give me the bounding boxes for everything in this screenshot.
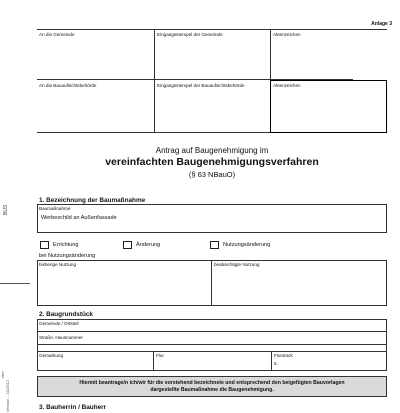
title-legal-reference: (§ 63 NBauO)	[188, 170, 236, 179]
form-title: vereinfachten Baugenehmigungsverfahren	[105, 156, 319, 168]
margin-rule	[0, 283, 30, 284]
street-label: Straße, Hausnummer	[39, 335, 83, 340]
title-line-1: Antrag auf Baugenehmigung im	[155, 146, 269, 155]
property-table	[37, 319, 387, 371]
municipality-label: Gemeinde / Ortsteil	[39, 321, 79, 326]
previous-use-label: bisherige Nutzung	[39, 262, 77, 267]
stamp-gemeinde-label: Eingangsstempel der Gemeinde	[157, 32, 223, 37]
appendix-label: Anlage 3	[371, 21, 392, 27]
intended-use-label: beabsichtigte Nutzung	[214, 262, 260, 267]
construction-measure-label: Baumaßnahme	[39, 206, 71, 211]
construction-measure-value: Werbeschild an Außenfassade	[41, 215, 117, 221]
file-number-label-2: Aktenzeichen	[273, 83, 301, 88]
aenderung-label: Änderung	[136, 242, 161, 248]
aenderung-checkbox[interactable]	[123, 241, 132, 249]
errichtung-checkbox[interactable]	[40, 241, 49, 249]
section-1-heading: 1. Bezeichnung der Baumaßnahme	[39, 197, 146, 204]
stamp-authority-label: Eingangsstempel der Bauaufsichtsbehörde	[157, 83, 245, 88]
margin-version: Version – 11/2012	[5, 380, 10, 412]
file-number-label-1: Aktenzeichen	[273, 32, 301, 37]
margin-stamp: ette	[0, 371, 5, 378]
flur-label: Flur	[156, 353, 164, 358]
change-of-use-label: bei Nutzungsänderung	[39, 253, 96, 259]
errichtung-label: Errichtung	[53, 242, 79, 248]
nutzungsaenderung-label: Nutzungsänderung	[223, 242, 271, 248]
flurstueck-value: 5.	[274, 361, 278, 366]
section-2-heading: 2. Baugrundstück	[39, 311, 93, 318]
statement-line-2: dargestellte Baumaßnahme die Baugenehmigung.	[150, 387, 274, 393]
recipient-authority-label: An die Bauaufsichtsbehörde	[39, 83, 97, 88]
section-3-heading: 3. Bauherrin / Bauherr	[39, 404, 107, 411]
margin-code: BUS	[3, 204, 9, 215]
recipient-gemeinde-label: An die Gemeinde	[39, 32, 75, 37]
nutzungsaenderung-checkbox[interactable]	[210, 241, 219, 249]
usage-table	[37, 260, 387, 306]
flurstueck-label: Flurstück	[274, 353, 293, 358]
gemarkung-label: Gemarkung	[39, 353, 64, 358]
statement-line-1: Hiermit beantrage/n ich/wir für die vorstehend bezeichnete und entsprechend den beigefügten Bauvorlagen	[79, 380, 345, 386]
